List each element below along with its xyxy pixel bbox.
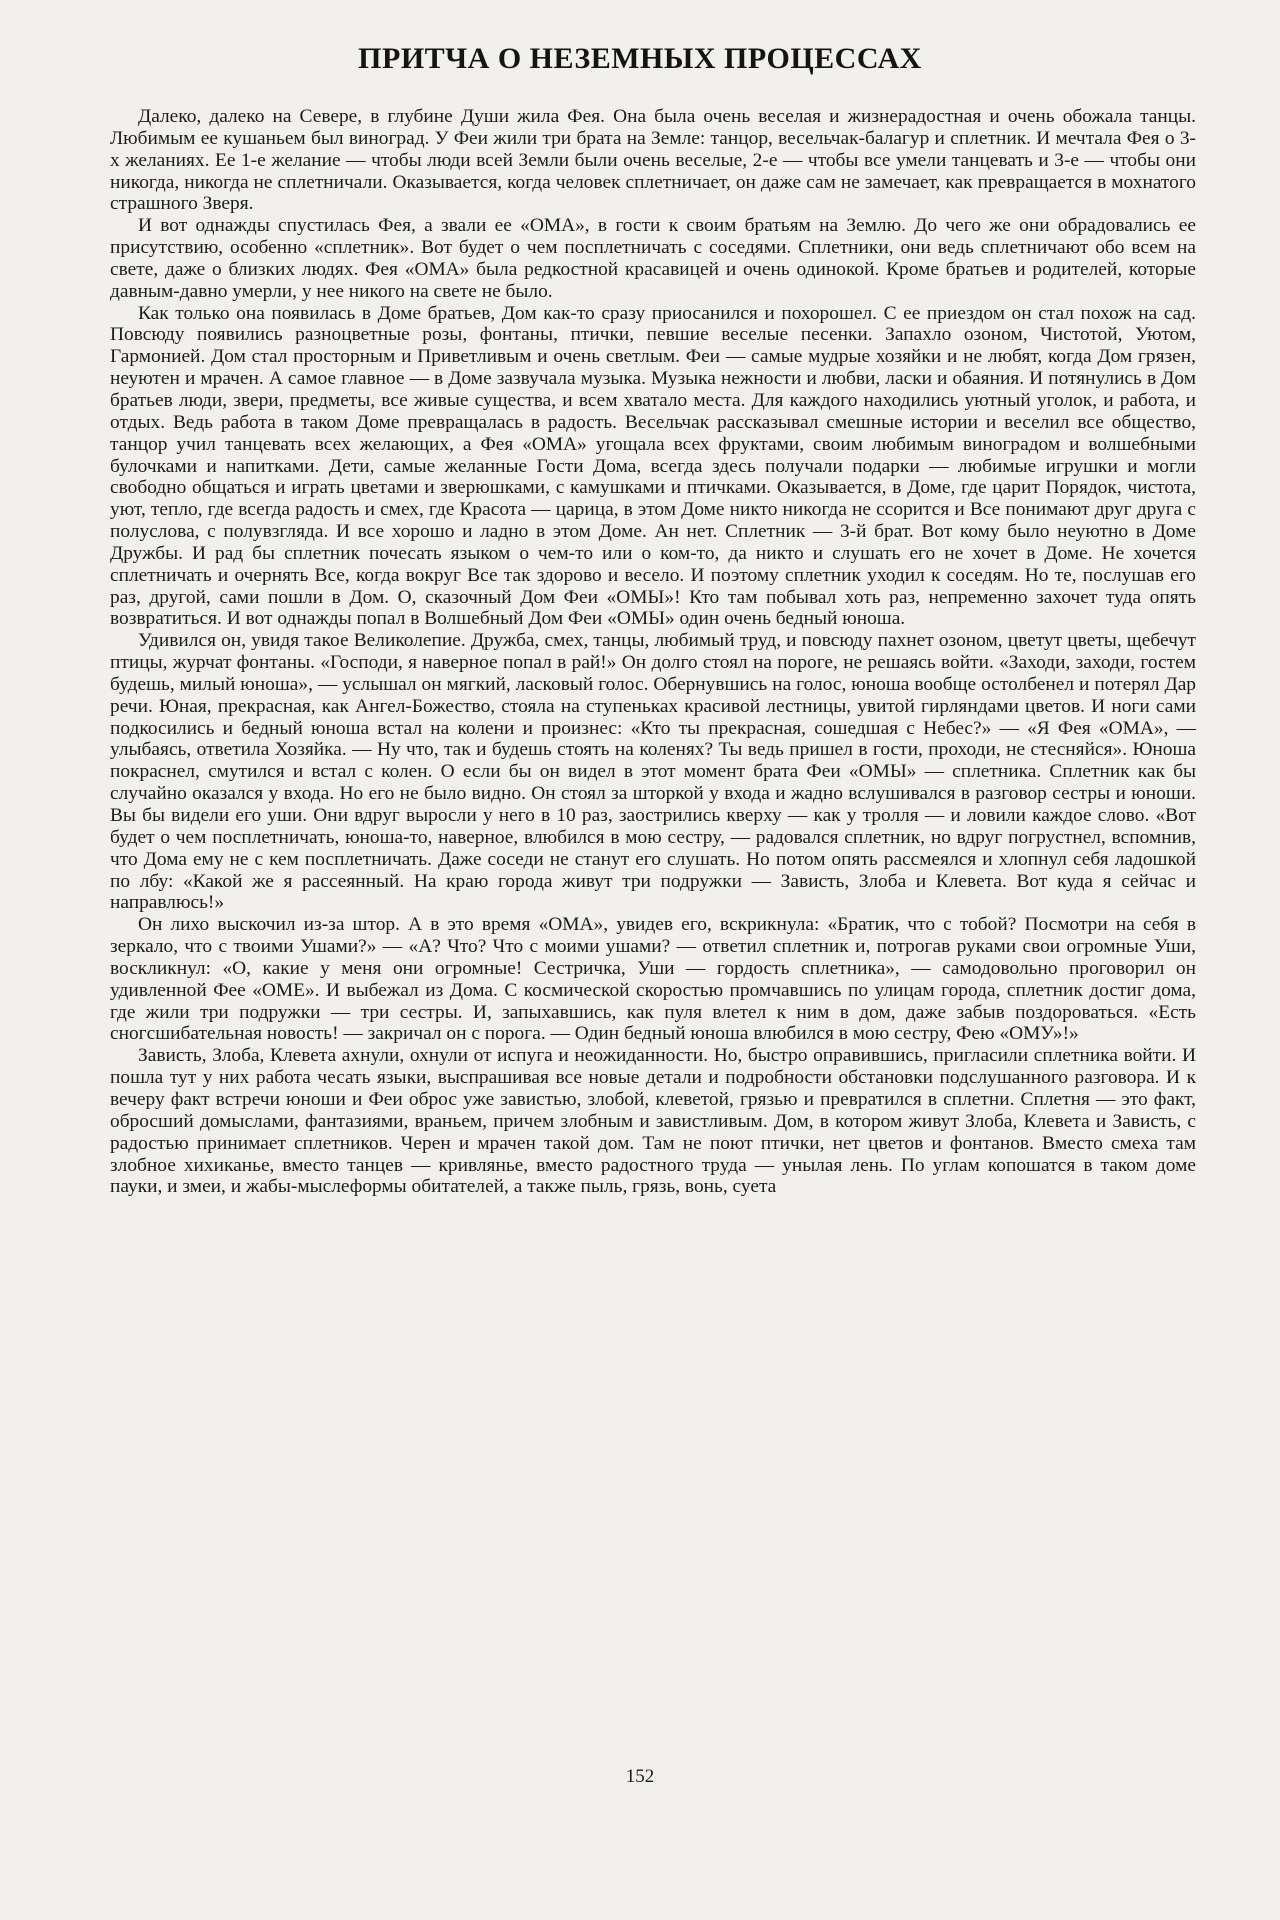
paragraph: Удивился он, увидя такое Великолепие. Дружба, смех, танцы, любимый труд, и повсюду пахнет озоном, цветут цветы, щебечут птицы, журчат фонтаны. «Господи, я наверное попал в рай!» Он долго стоял на пороге, не решаясь войти. «Заходи, заходи, гостем будешь, милый юноша», — услышал он мягкий, ласковый голос. Обернувшись на голос, юноша вообще остолбенел и потерял Дар речи. Юная, прекрасная, как Ангел-Божество, стояла на ступеньках красивой лестницы, увитой гирляндами цветов. И ноги сами подкосились и бедный юноша встал на колени и произнес: «Кто ты прекрасная, сошедшая с Небес?» — «Я Фея «ОМА», — улыбаясь, ответила Хозяйка. — Ну что, так и будешь стоять на коленях? Ты ведь пришел в гости, проходи, не стесняйся». Юноша покраснел, смутился и встал с колен. О если бы он видел в этот момент брата Феи «ОМЫ» — сплетника. Сплетник как бы случайно оказался у входа. Но его не было видно. Он стоял за шторкой у входа и жадно вслушивался в разговор сестры и юноши. Вы бы видели его уши. Они вдруг выросли у него в 10 раз, заострились кверху — как у тролля — и ловили каждое слово. «Вот будет о чем посплетничать, юноша-то, наверное, влюбился в мою сестру, — радовался сплетник, но вдруг погрустнел, вспомнив, что Дома ему не с кем посплетничать. Даже соседи не станут его слушать. Но потом опять рассмеялся и хлопнул себя ладошкой по лбу: «Какой же я рассеянный. На краю города живут три подружки — Зависть, Злоба и Клевета. Вот куда я сейчас и направлюсь!» <box>110 630 1196 914</box>
body-text <box>110 106 1196 1198</box>
paragraph: Далеко, далеко на Севере, в глубине Души жила Фея. Она была очень веселая и жизнерадостная и очень обожала танцы. Любимым ее кушаньем был виноград. У Феи жили три брата на Земле: танцор, весельчак-балагур и сплетник. И мечтала Фея о 3-х желаниях. Ее 1-е желание — чтобы люди всей Земли были очень веселые, 2-е — чтобы все умели танцевать и 3-е — чтобы они никогда, никогда не сплетничали. Оказывается, когда человек сплетничает, он даже сам не замечает, как превращается в мохнатого страшного Зверя. <box>110 106 1196 215</box>
paragraph: Как только она появилась в Доме братьев, Дом как-то сразу приосанился и похорошел. С ее приездом он стал похож на сад. Повсюду появились разноцветные розы, фонтаны, птички, певшие веселые песенки. Запахло озоном, Чистотой, Уютом, Гармонией. Дом стал просторным и Приветливым и очень светлым. Феи — самые мудрые хозяйки и не любят, когда Дом грязен, неуютен и мрачен. А самое главное — в Доме зазвучала музыка. Музыка нежности и любви, ласки и обаяния. И потянулись в Дом братьев люди, звери, предметы, все живые существа, и всем хватало места. Для каждого находились уютный уголок, и работа, и отдых. Ведь работа в таком Доме превращалась в радость. Весельчак рассказывал смешные истории и веселил все общество, танцор учил танцевать всех желающих, а Фея «ОМА» угощала всех фруктами, своим любимым виноградом и волшебными булочками и напитками. Дети, самые желанные Гости Дома, всегда здесь получали подарки — любимые игрушки и могли свободно общаться и играть цветами и зверюшками, с камушками и птичками. Оказывается, в Доме, где царит Порядок, чистота, уют, тепло, где всегда радость и смех, где Красота — царица, в этом Доме никто никогда не ссорится и Все понимают друг друга с полуслова, с полувзгляда. И все хорошо и ладно в этом Доме. Ан нет. Сплетник — 3-й брат. Вот кому было неуютно в Доме Дружбы. И рад бы сплетник почесать языком о чем-то или о ком-то, да никто и слушать его не хочет в Доме. Не хочется сплетничать и очернять Все, когда вокруг Все так здорово и весело. И поэтому сплетник уходил к соседям. Но те, послушав его раз, другой, сами пошли в Дом. О, сказочный Дом Феи «ОМЫ»! Кто там побывал хоть раз, непременно захочет туда опять возвратиться. И вот однажды попал в Волшебный Дом Феи «ОМЫ» один очень бедный юноша. <box>110 302 1196 630</box>
paragraph: Зависть, Злоба, Клевета ахнули, охнули от испуга и неожиданности. Но, быстро оправившись, пригласили сплетника войти. И пошла тут у них работа чесать языки, выспрашивая все новые детали и подробности обстановки подслушанного разговора. И к вечеру факт встречи юноши и Феи оброс уже завистью, злобой, клеветой, грязью и превратился в сплетни. Сплетня — это факт, обросший домыслами, фантазиями, враньем, причем злобным и завистливым. Дом, в котором живут Злоба, Клевета и Зависть, с радостью принимает сплетников. Черен и мрачен такой дом. Там не поют птички, нет цветов и фонтанов. Вместо смеха там злобное хихиканье, вместо танцев — кривлянье, вместо радостного труда — унылая лень. По углам копошатся в таком доме пауки, и змеи, и жабы-мыслеформы обитателей, а также пыль, грязь, вонь, суета <box>110 1045 1196 1198</box>
paragraph: И вот однажды спустилась Фея, а звали ее «ОМА», в гости к своим братьям на Землю. До чего же они обрадовались ее присутствию, особенно «сплетник». Вот будет о чем посплетничать с соседями. Сплетники, они ведь сплетничают обо всем на свете, даже о близких людях. Фея «ОМА» была редкостной красавицей и очень одинокой. Кроме братьев и родителей, которые давным-давно умерли, у нее никого на свете не было. <box>110 215 1196 302</box>
paragraph: Он лихо выскочил из-за штор. А в это время «ОМА», увидев его, вскрикнула: «Братик, что с тобой? Посмотри на себя в зеркало, что с твоими Ушами?» — «А? Что? Что с моими ушами? — ответил сплетник и, потрогав руками свои огромные Уши, воскликнул: «О, какие у меня они огромные! Сестричка, Уши — гордость сплетника», — самодовольно проговорил он удивленной Фее «ОМЕ». И выбежал из Дома. С космической скоростью промчавшись по улицам города, сплетник достиг дома, где жили три подружки — три сестры. И, запыхавшись, как пуля влетел к ним в дом, даже забыв поздороваться. «Есть сногсшибательная новость! — закричал он с порога. — Один бедный юноша влюбился в мою сестру, Фею «ОМУ»!» <box>110 914 1196 1045</box>
page-number: 152 <box>625 1766 655 1787</box>
page-title: ПРИТЧА О НЕЗЕМНЫХ ПРОЦЕССАХ <box>358 42 922 75</box>
